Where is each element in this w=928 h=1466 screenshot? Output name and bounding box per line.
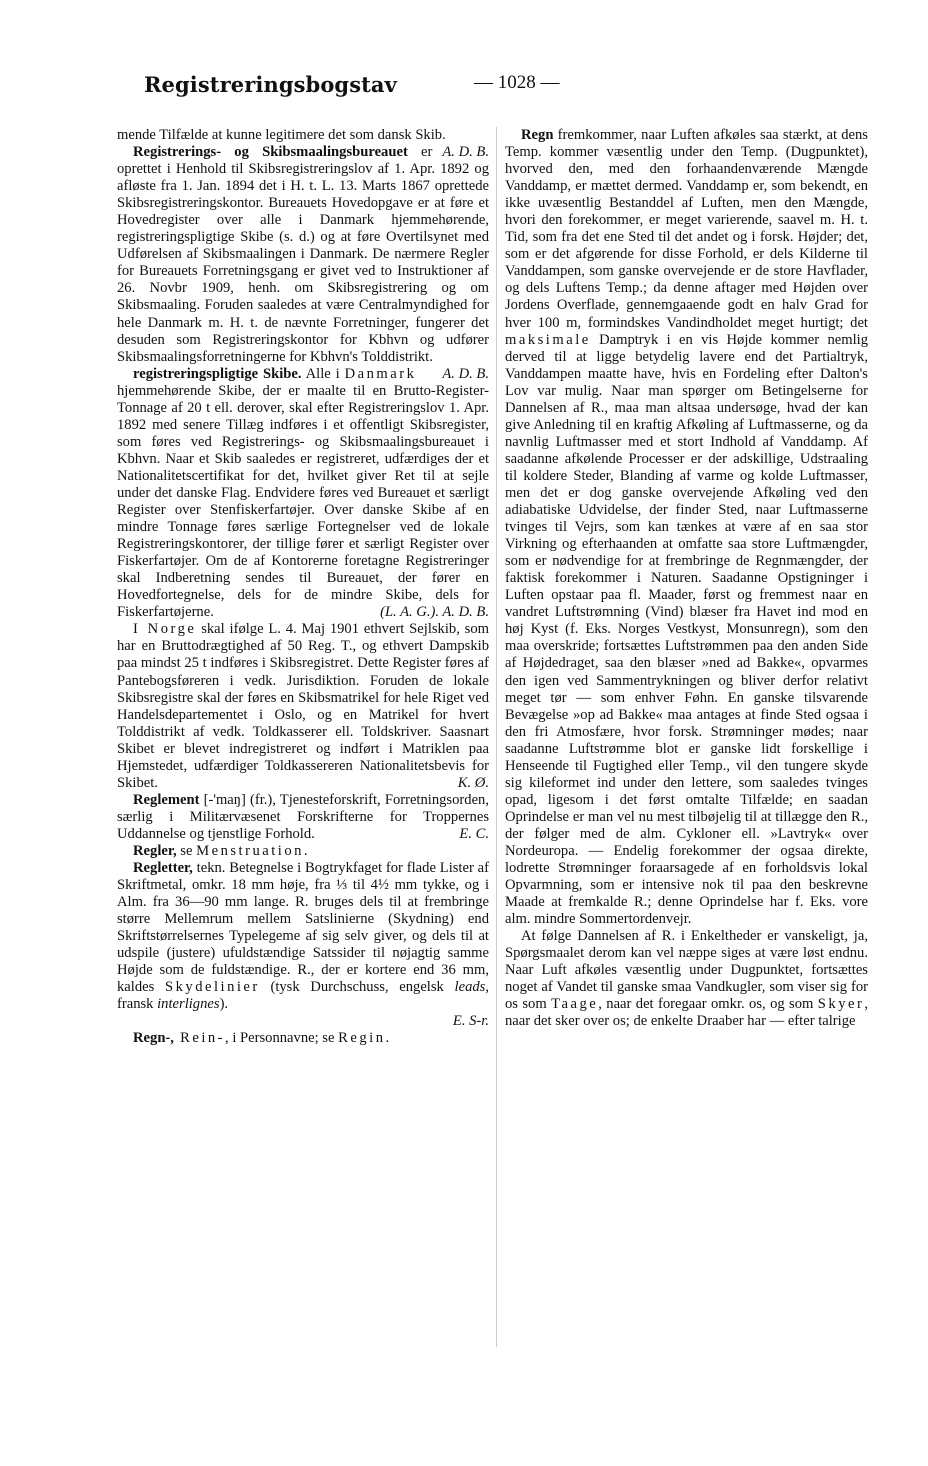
spaced-text: Taage	[551, 996, 599, 1013]
spaced-text: maksimale	[505, 331, 591, 348]
entry-regn	[505, 127, 868, 928]
entry-text: hjemmehørende Skibe, der er maalte til en Brutto-Register-Tonnage af 20 t ell. derover, skal efter Registreringslov 1. Apr. 1892 med senere Tillæg indføres i et offentligt Skibsregister, som føres ved Registrerings- og Skibsmaalingsbureauet i Kbhvn. Naar et Skib saaledes er registreret, udfærdiges der et Nationalitetscertifikat for det, hvilket giver Ret til at sejle under det danske Flag. Endvidere føres ved Bureauet et særligt Register over Stenfiskerfartøjer. Over danske Skibe af en mindre Tonnage føres særlige Fortegnelser ved de lokale Registreringskontorer, der tillige fører et særligt Register over Fiskerfartøjer. Om de af Kontorerne foretagne Registreringer skal Indberetning sendes til Bureauet, der fører en Hovedfortegnelse, dels for de mindre Skibe, dels for Fiskerfartøjerne.	[117, 382, 489, 621]
entry-headword: Reglement	[133, 791, 200, 808]
entry-text: fremkommer, naar Luften afkøles saa stærkt, at dens Temp. kommer væsentlig under den Temp. (Dugpunktet), hvorved den, med den forhaandenværende Mængde Vanddamp, er mættet dermed. Vanddamp er, som bekendt, en ikke uvæsentlig Bestanddel af Luften, men den Mængde, hvori den forekommer, er meget varierende, saavel m. H. t. Tid, som fra det ene Sted til det andet og i forsk. Højder; det, som er det afgørende for disse Forhold, er dels Kilderne til Vanddampen, som ganske overvejende er de store Havflader, og dels Luftens Temp.; da denne aftager med Højden over Jordens Overflade, gennemgaaende godt en halv Grad for hver 100 m, formindskes Vandindholdet meget hurtigt; det	[505, 127, 868, 331]
entry-regn-continued	[505, 928, 868, 1030]
cross-reference: Regin.	[338, 1030, 392, 1047]
entry-regletter	[117, 860, 489, 1013]
entry-reglement	[117, 792, 489, 843]
entry-signature: A. D. B.	[442, 365, 489, 382]
entry-registreringspligtige-skibe	[117, 366, 489, 622]
italic-term: leads	[454, 979, 486, 996]
entry-text: , i Personnavne; se	[225, 1030, 339, 1047]
entry-text: At følge Dannelsen af R. i Enkeltheder er vanskeligt, ja, Spørgsmaalet derom kan vel næppe siges at være løst endnu. Naar Luft afkøles væsentlig under Dugpunktet, fortsættes noget af Vandet til ganske smaa Vandkugler, som viser sig for os som	[505, 928, 868, 1013]
entry-text: [-'maŋ] (fr.), Tjenesteforskrift, Forretningsorden, særlig i Militærvæsenet Forskrifterne for Troppernes Uddannelse og tjenstlige Forhold.	[117, 791, 489, 842]
entry-text: , naar det foregaar omkr. os, og som	[598, 996, 818, 1013]
spaced-text: Skyer	[817, 996, 865, 1013]
left-column	[117, 127, 489, 1048]
entry-text: (tysk Durchschuss, engelsk	[259, 979, 455, 996]
spaced-text: Skydelinier	[164, 979, 260, 996]
entry-signature: (L. A. G.). A. D. B.	[380, 604, 489, 621]
italic-term: interlignes	[157, 996, 220, 1013]
entry-text: mende Tilfælde at kunne legitimere det som dansk Skib.	[117, 127, 446, 143]
entry-regler	[117, 843, 489, 860]
spaced-text: Danmark	[344, 365, 417, 382]
entry-signature: E. C.	[459, 825, 489, 842]
entry-headword: Registrerings- og Skibsmaalingsbureauet	[133, 144, 408, 161]
entry-registreringsbureau	[117, 144, 489, 382]
spaced-text: Rein-	[173, 1030, 226, 1047]
entry-headword: Regn	[521, 127, 554, 143]
entry-text: ).	[219, 996, 229, 1013]
entry-signature: K. Ø.	[457, 774, 489, 791]
entry-text: Damptryk i en vis Højde kommer nemlig derved til at ligge betydelig lavere end det Partialtryk, Vanddampen maatte have, hvis en Fordeling efter Dalton's Lov var mulig. Naar man spørger om Betingelserne for Dannelsen af R., maa man altsaa undersøge, hvad der kan give Anledning til en kraftig Afkøling af Luftmasserne, og da navnlig Luftmasser med et stort Indhold af Vanddamp. Af saadanne afkølende Processer er der adskillige, Udstraaling til koldere Steder, Blanding af varme og kolde Luftmasser, men det er dog ganske overvejende Afkøling ved den adiabatiske Udvidelse, der finder Sted, naar Luftmasserne tvinges til Vejrs, som kan tænkes at være af en saa stor Virkning og efterhaanden at omfatte saa store Luftmængder, som er nødvendige for at frembringe de Regnmængder, der faktisk forekommer i Naturen. Saadanne Opstigninger i Luften opstaar paa fl. Maader, først og fremmest naar en vandret Luftstrømning (Vind) blæser fra Havet ind mod en høj Kyst (f. Eks. Norges Vestkyst, Monsunregn), som den maa overskride; fortsættes Luftstrømmen paa den anden Side af Højdedraget, saa den blæser »ned ad Bakke«, opvarmes den igen ved Sammentrykningen og bliver derfor relativt meget tør — som enhver Føhn. En ganske tilsvarende Bevægelse »op ad Bakke« maa antages at finde Sted ogsaa i den fri Atmosfære, hvor forsk. Strømninger mødes; naar saadanne Luftstrømme blot er ganske lidt forskellige i Henseende til Fugtighed eller Temp., vil den tungere skyde sig kileformet ind under den lettere, som saaledes tvinges opad, ligesom i det først omtalte Tilfælde; en saadan Oprindelse er man vel nu mest tilbøjelig til at tillægge den R., der følger med de alm. Cykloner ell. »Lavtryk« over Nordeuropa. — Endelig forekommer der ogsaa direkte, lodrette Strømninger foraarsagede af en forholdsvis lokal Opvarmning, som er intensive nok til paa den beskrevne Maade at fremkalde R.; denne Oprindelse har f. Eks. vore alm. mindre Sommertordenvejr.	[505, 331, 868, 928]
entry-headword: Regletter,	[133, 860, 193, 877]
page-header	[144, 70, 884, 106]
column-divider	[496, 127, 497, 1347]
entry-text: er oprettet i Henhold til Skibsregistreringslov af 1. Apr. 1892 og afløste fra 1. Jan. 1894 det i H. t. L. 13. Marts 1867 oprettede Skibsregistreringskontor. Bureauets Hovedopgave er at føre et Hovedregister over alle i Danmark hjemmehørende, registreringspligtige Skibe (s. d.) og at føre Overtilsynet med Udførelsen af Skibsmaalingen i Danmark. De nærmere Regler for Bureauets Forretningsgang er givet ved to Instruktioner af 26. Novbr 1909, henh. om Skibsregistrering og om Skibsmaaling. Foruden saaledes at være Centralmyndighed for hele Danmark m. H. t. de nævnte Forretninger, fungerer det desuden som Registreringskontor for Kbhvn og udfører Skibsmaalingsforretningerne for Kbhvn's Tolddistrikt.	[117, 144, 489, 365]
entry-regn-navne	[117, 1030, 489, 1047]
entry-text: se	[176, 842, 197, 859]
entry-headword: Regn-,	[133, 1030, 174, 1047]
cross-reference: Menstruation.	[196, 842, 311, 859]
entry-headword: Regler,	[133, 842, 177, 859]
entry-signature: A. D. B.	[442, 144, 489, 161]
entry-text: Alle i	[301, 365, 345, 382]
entry-text: , fransk	[117, 979, 490, 1013]
entry-text: skal ifølge L. 4. Maj 1901 ethvert Sejlskib, som har en Bruttodrægtighed af 50 Reg. T., og ethvert Dampskib paa mindst 25 t indføres i Skibsregistret. Dette Register føres af Pantebogsføreren i vedk. Jurisdiktion. Foruden de lokale Skibsregistre skal der føres en Skibsmatrikel for hele Riget ved Handelsdepartementet i Oslo, og en Matrikel for hvert Tolddistrikt af vedk. Toldkasserer ell. Toldskriver. Saasnart Skibet er blevet indregistreret og indført i Matriklen paa Hjemstedet, udfærdiger Toldkassereren Nationalitetsbevis for Skibet.	[117, 621, 489, 791]
entry-headword: registreringspligtige Skibe.	[133, 365, 302, 382]
header-title: Registreringsbogstav	[144, 72, 397, 97]
entry-signature: E. S-r.	[452, 1013, 489, 1030]
right-column	[505, 127, 868, 1030]
entry-text: , naar det sker over os; de enkelte Draaber har — efter talrige	[505, 996, 869, 1030]
spaced-text: I Norge	[133, 621, 197, 638]
page-number: — 1028 —	[474, 72, 560, 93]
entry-norge	[117, 621, 489, 791]
entry-text: tekn. Betegnelse i Bogtrykfaget for flade Lister af Skriftmetal, omkr. 18 mm høje, fra ⅓ til 4½ mm tykke, og i Alm. fra 36—90 mm lange. R. bruges dels til at frembringe større Mellemrum mellem Satslinierne (Skydning) end Skriftstørrelsernes Typelegeme af sig selv giver, og dels til at udspile (justere) ufuldstændige Satssider til nøjagtig samme Højde som de fuldstændige. R., der er kortere end 36 mm, kaldes	[117, 860, 489, 996]
